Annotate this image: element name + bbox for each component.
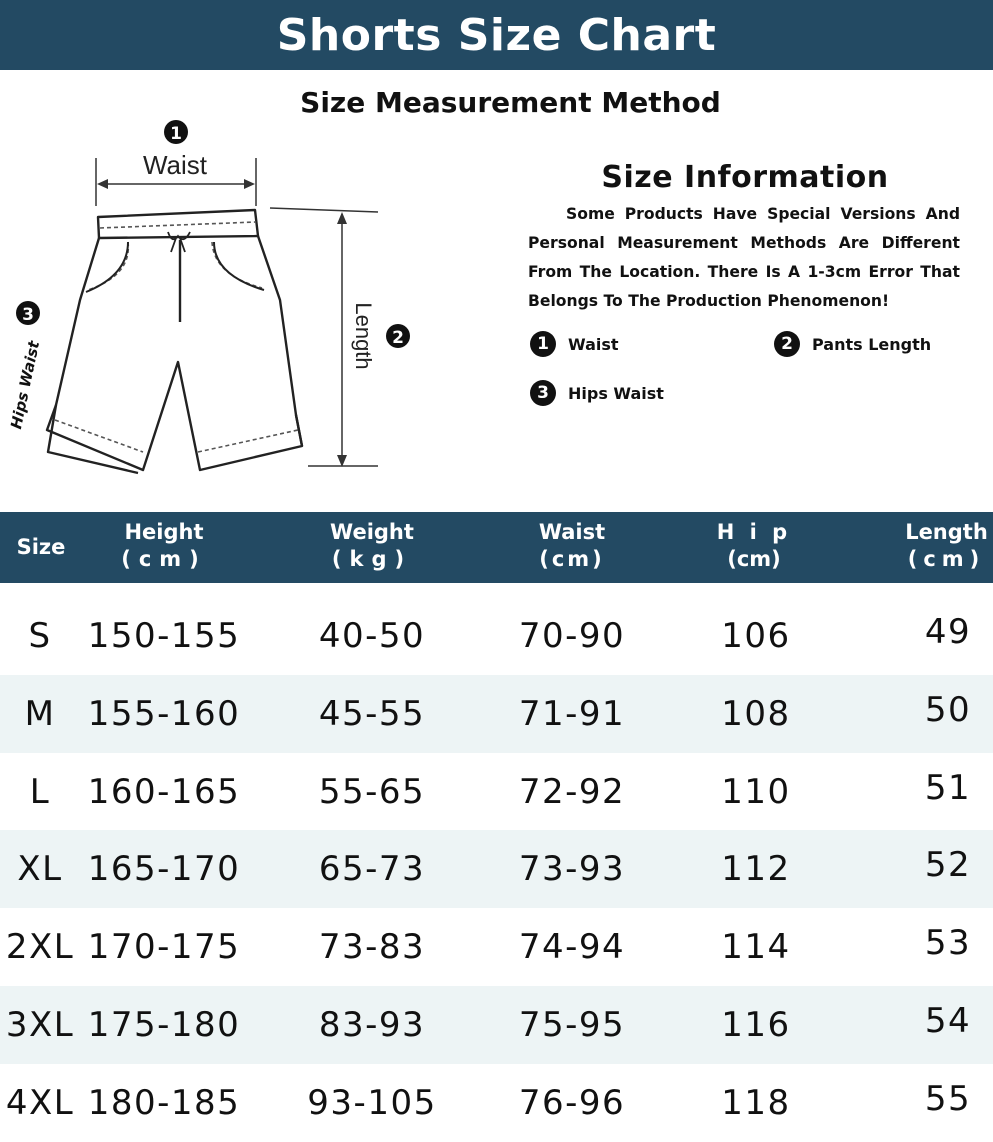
cell-hip: 108 (721, 694, 791, 734)
cell-size: S (28, 616, 52, 656)
shorts-outline (47, 210, 302, 473)
header-unit: (cm) (907, 547, 986, 571)
title-banner (0, 0, 993, 70)
marker-2-number: 2 (392, 328, 404, 348)
legend-label: Hips Waist (568, 383, 664, 403)
cell-length: 55 (924, 1079, 972, 1119)
table-row (0, 986, 993, 1064)
cell-hip: 110 (721, 772, 791, 812)
length-label: Length (351, 302, 376, 370)
cell-height: 175-180 (87, 1005, 241, 1045)
cell-height: 160-165 (87, 772, 241, 812)
cell-waist: 76-96 (518, 1083, 626, 1123)
marker-2-icon: 2 (774, 331, 800, 357)
header-label: H i p (716, 520, 792, 544)
cell-weight: 83-93 (318, 1005, 426, 1045)
header-label: Weight (330, 520, 414, 544)
header-unit: (cm) (539, 547, 605, 571)
size-information-title: Size Information (601, 160, 889, 195)
cell-weight: 45-55 (318, 694, 426, 734)
size-information-text: Some Products Have Special Versions And Personal Measurement Methods Are Different From The Location. There Is A 1-3cm Error That Belongs To The Production Phenomenon! (528, 205, 960, 310)
header-label: Height (124, 520, 204, 544)
cell-height: 180-185 (87, 1083, 241, 1123)
cell-waist: 70-90 (518, 616, 626, 656)
cell-hip: 112 (721, 849, 791, 889)
table-row (0, 1064, 993, 1142)
cell-length: 53 (924, 923, 972, 963)
cell-size: M (24, 694, 56, 734)
header-label: Length (905, 520, 988, 544)
cell-waist: 71-91 (518, 694, 626, 734)
table-row (0, 753, 993, 831)
header-unit: (cm) (727, 547, 781, 571)
cell-size: XL (17, 849, 63, 889)
header-height (92, 519, 236, 573)
header-size: Size (16, 535, 66, 559)
legend-label: Waist (568, 334, 619, 354)
cell-length: 49 (924, 612, 972, 652)
header-unit: (kg) (331, 547, 413, 571)
cell-waist: 72-92 (518, 772, 626, 812)
cell-weight: 40-50 (318, 616, 426, 656)
hips-label: Hips Waist (7, 339, 44, 431)
cell-hip: 114 (721, 927, 791, 967)
cell-hip: 106 (721, 616, 791, 656)
cell-waist: 74-94 (518, 927, 626, 967)
cell-size: 2XL (5, 927, 75, 967)
table-row (0, 597, 993, 675)
cell-height: 170-175 (87, 927, 241, 967)
size-table-header (0, 512, 993, 583)
legend-hips-waist (530, 380, 664, 406)
marker-1-icon: 1 (530, 331, 556, 357)
cell-waist: 75-95 (518, 1005, 626, 1045)
table-row (0, 908, 993, 986)
cell-height: 155-160 (87, 694, 241, 734)
shorts-diagram (0, 110, 520, 480)
table-row (0, 675, 993, 753)
measurement-method-title: Size Measurement Method (300, 86, 721, 119)
cell-hip: 118 (721, 1083, 791, 1123)
cell-weight: 55-65 (318, 772, 426, 812)
marker-1-number: 1 (170, 124, 182, 144)
cell-height: 165-170 (87, 849, 241, 889)
header-label: Waist (538, 520, 606, 544)
cell-size: 3XL (5, 1005, 75, 1045)
legend-pants-length (774, 331, 931, 357)
cell-length: 51 (924, 768, 972, 808)
legend-waist (530, 331, 619, 357)
header-waist (500, 519, 644, 573)
table-row (0, 830, 993, 908)
cell-weight: 73-83 (318, 927, 426, 967)
cell-size: 4XL (5, 1083, 75, 1123)
page-title: Shorts Size Chart (276, 9, 717, 61)
header-hip (704, 519, 804, 573)
cell-weight: 93-105 (307, 1083, 437, 1123)
cell-length: 52 (924, 845, 972, 885)
legend-label: Pants Length (812, 334, 932, 354)
cell-hip: 116 (721, 1005, 791, 1045)
waist-label: Waist (142, 150, 208, 180)
marker-3-number: 3 (22, 305, 34, 325)
header-weight (300, 519, 444, 573)
cell-height: 150-155 (87, 616, 241, 656)
marker-3-icon: 3 (530, 380, 556, 406)
cell-length: 54 (924, 1001, 972, 1041)
cell-weight: 65-73 (318, 849, 426, 889)
cell-size: L (29, 772, 51, 812)
header-length (900, 519, 993, 573)
cell-length: 50 (924, 690, 972, 730)
cell-waist: 73-93 (518, 849, 626, 889)
header-unit: (cm) (121, 547, 207, 571)
